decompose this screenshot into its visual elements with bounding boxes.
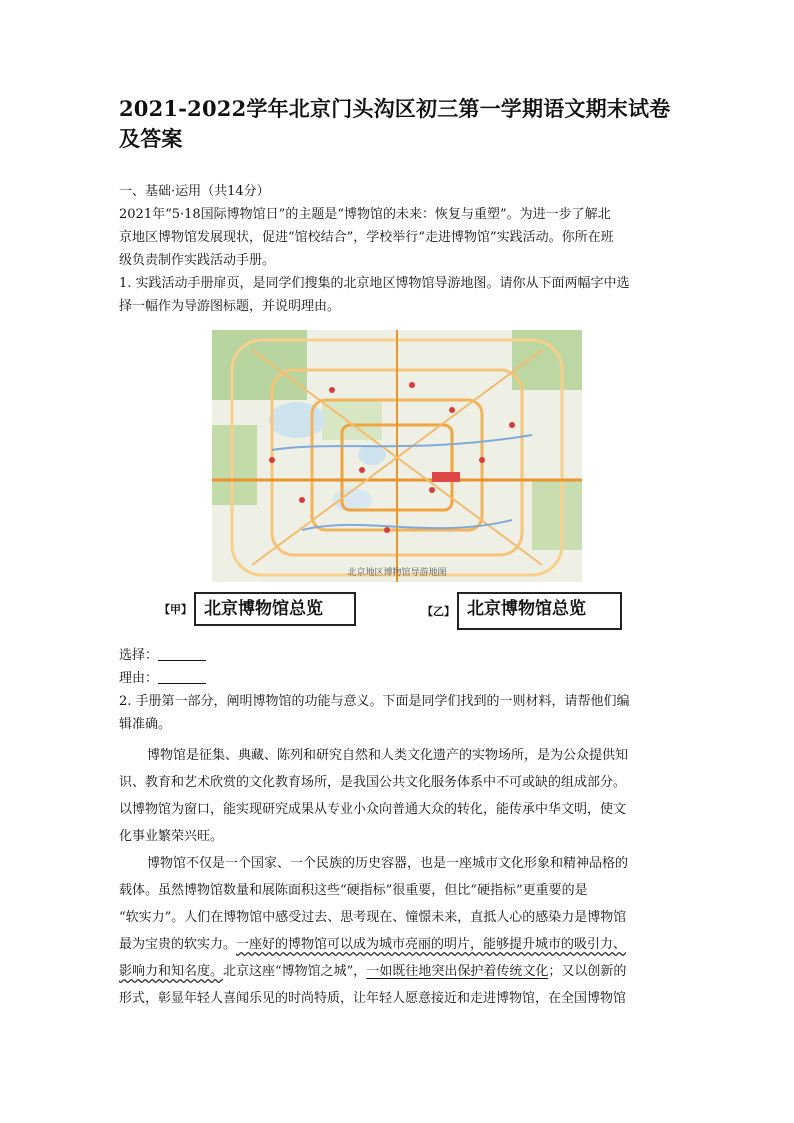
p2-l4-a: 最为宝贵的软实力。 <box>119 937 237 952</box>
choice-a-calligraphy: 北京博物馆总览 <box>194 592 356 626</box>
choice-b-calligraphy: 北京博物馆总览 <box>457 592 622 630</box>
material-p1-line-2: 识、教育和艺术欣赏的文化教育场所，是我国公共文化服务体系中不可或缺的组成部分。 <box>119 775 627 790</box>
choice-b <box>422 592 622 630</box>
material-p2-line-6: 形式，彰显年轻人喜闻乐见的时尚特质，让年轻人愿意接近和走进博物馆，在全国博物馆 <box>119 991 627 1006</box>
answer-reason <box>119 667 679 690</box>
underlined-sentence-part-1: 一座好的博物馆可以成为城市亮丽的明片，能够提升城市的吸引力、 <box>236 937 627 952</box>
reason-label: 理由： <box>119 671 159 686</box>
exam-page <box>119 94 679 1012</box>
intro-line-2: 京地区博物馆发展现状，促进“馆校结合”，学校举行“走进博物馆”实践活动。你所在班 <box>119 230 614 245</box>
beijing-map-image <box>212 330 582 582</box>
question-1-line-2: 择一幅作为导游图标题，并说明理由。 <box>119 299 341 314</box>
underlined-sentence-part-2: 影响力和知名度。 <box>119 964 224 979</box>
choice-b-tag: 【乙】 <box>422 605 455 618</box>
select-blank <box>158 646 206 661</box>
choice-a-tag: 【甲】 <box>159 603 192 616</box>
intro-line-3: 级负责制作实践活动手册。 <box>119 253 276 268</box>
material-p2-line-1: 博物馆不仅是一个国家、一个民族的历史容器，也是一座城市文化形象和精神品格的 <box>147 856 629 871</box>
reason-blank <box>158 669 206 684</box>
map-label: 北京地区博物馆导游地图 <box>347 568 447 578</box>
material-p2-line-2: 载体。虽然博物馆数量和展陈面积这些“硬指标”很重要，但比“硬指标”更重要的是 <box>119 883 588 898</box>
choice-a <box>159 592 356 626</box>
museum-map-figure <box>212 330 582 582</box>
intro-line-1: 2021年“5·18国际博物馆日”的主题是“博物馆的未来：恢复与重塑”。为进一步了解北 <box>119 207 611 222</box>
material-p1-line-3: 以博物馆为窗口，能实现研究成果从专业小众向普通大众的转化，能传承中华文明，使文 <box>119 802 627 817</box>
document-title: 2021-2022学年北京门头沟区初三第一学期语文期末试卷及答案 <box>119 96 671 151</box>
question-2-line-1: 2. 手册第一部分，阐明博物馆的功能与意义。下面是同学们找到的一则材料，请帮他们编 <box>119 694 630 709</box>
p2-l5-d: ；又以创新的 <box>548 964 627 979</box>
question-2-line-2: 辑准确。 <box>119 717 172 732</box>
section-heading: 一、基础·运用（共14分） <box>119 184 270 199</box>
question-1-line-1: 1. 实践活动手册扉页，是同学们搜集的北京地区博物馆导游地图。请你从下面两幅字中选 <box>119 276 630 291</box>
material-p1-line-4: 化事业繁荣兴旺。 <box>119 829 224 844</box>
material-p2-line-4 <box>119 931 679 958</box>
underlined-phrase: 一如既往地突出保护着传统文化 <box>366 964 549 979</box>
title-choices <box>119 586 679 638</box>
p2-l5-b: 北京这座“博物馆之城”， <box>223 964 367 979</box>
select-label: 选择： <box>119 648 159 663</box>
material-p1-line-1: 博物馆是征集、典藏、陈列和研究自然和人类文化遗产的实物场所，是为公众提供知 <box>147 748 629 763</box>
material-p2-line-3: “软实力”。人们在博物馆中感受过去、思考现在、憧憬未来，直抵人心的感染力是博物馆 <box>119 910 627 925</box>
answer-select <box>119 644 679 667</box>
material-p2-line-5 <box>119 958 679 985</box>
